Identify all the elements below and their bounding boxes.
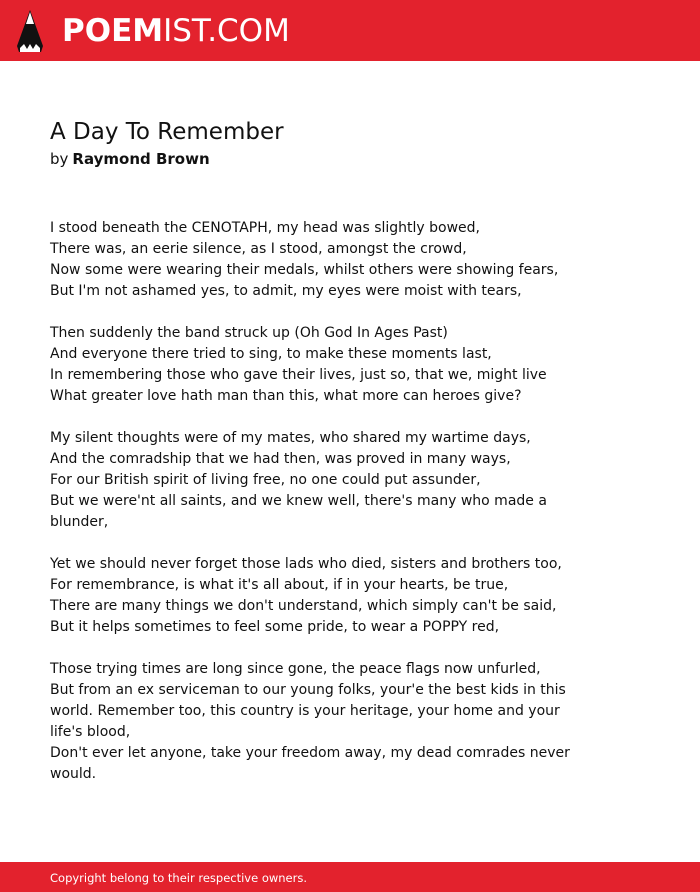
author-name: Raymond Brown — [72, 150, 210, 168]
byline — [50, 148, 210, 170]
poem-line: Yet we should never forget those lads who died, sisters and brothers too, — [50, 556, 562, 572]
poem-line: But I'm not ashamed yes, to admit, my eyes were moist with tears, — [50, 283, 522, 299]
stanza-gap — [50, 533, 570, 554]
poem-line: In remembering those who gave their lives, just so, that we, might live — [50, 367, 547, 383]
copyright-text: Copyright belong to their respective owners. — [50, 871, 308, 885]
pencil-tip-icon[interactable] — [17, 10, 43, 52]
stanza-gap — [50, 407, 570, 428]
site-header — [0, 0, 700, 61]
stanza-gap — [50, 638, 570, 659]
poem-line: Now some were wearing their medals, whilst others were showing fears, — [50, 262, 559, 278]
poem-line: For our British spirit of living free, no one could put assunder, — [50, 472, 481, 488]
logo-bold-text: POEM — [62, 13, 164, 49]
by-label: by — [50, 150, 69, 168]
poem-line: But it helps sometimes to feel some pride, to wear a POPPY red, — [50, 619, 500, 635]
logo-light-text: IST.COM — [163, 13, 290, 49]
poem-line: Don't ever let anyone, take your freedom away, my dead comrades never would. — [50, 745, 570, 782]
poem-line: But we were'nt all saints, and we knew well, there's many who made a blunder, — [50, 493, 547, 530]
poem-line: For remembrance, is what it's all about, if in your hearts, be true, — [50, 577, 509, 593]
poem-line: I stood beneath the CENOTAPH, my head was slightly bowed, — [50, 220, 481, 236]
poem-line: There was, an eerie silence, as I stood, amongst the crowd, — [50, 241, 467, 257]
stanza-gap — [50, 302, 570, 323]
poem-line: There are many things we don't understand, which simply can't be said, — [50, 598, 557, 614]
poem-line: But from an ex serviceman to our young folks, your'e the best kids in this world. Remember too, this country is your heritage, your home and your life's blood, — [50, 682, 566, 740]
poem-line: Those trying times are long since gone, the peace flags now unfurled, — [50, 661, 541, 677]
poem-body — [50, 218, 570, 785]
site-footer — [0, 862, 700, 892]
poem-line: And the comradship that we had then, was proved in many ways, — [50, 451, 511, 467]
site-logo[interactable] — [62, 13, 290, 49]
poem-title: A Day To Remember — [50, 119, 284, 145]
poem-line: My silent thoughts were of my mates, who shared my wartime days, — [50, 430, 531, 446]
poem-line: Then suddenly the band struck up (Oh God In Ages Past) — [50, 325, 448, 341]
poem-line: What greater love hath man than this, what more can heroes give? — [50, 388, 522, 404]
poem-line: And everyone there tried to sing, to make these moments last, — [50, 346, 492, 362]
